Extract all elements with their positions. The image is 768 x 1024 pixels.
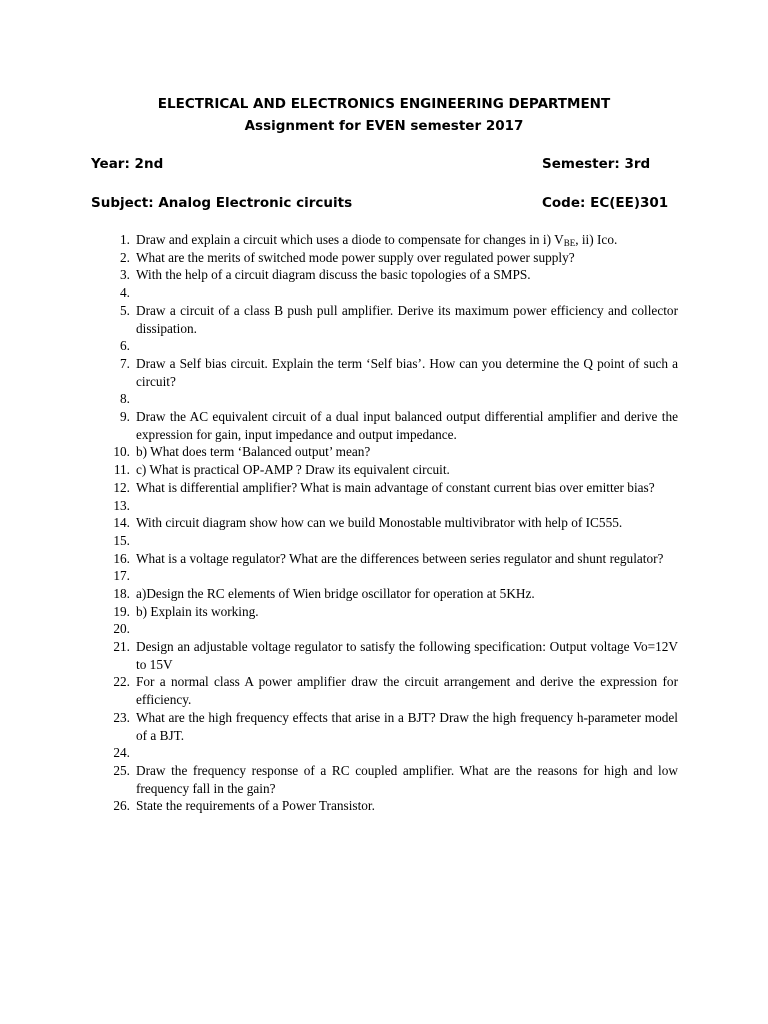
question-item (108, 762, 678, 797)
department-title: ELECTRICAL AND ELECTRONICS ENGINEERING DEPARTMENT (157, 96, 611, 112)
question-number: 19. (113, 603, 130, 619)
question-number: 20. (113, 621, 130, 637)
question-text: Draw a Self bias circuit. Explain the term ‘Self bias’. How can you determine the Q point of such a circuit? (136, 355, 678, 389)
question-subscript: BE (563, 238, 576, 248)
question-text (136, 231, 678, 249)
question-item (108, 567, 678, 585)
question-text-part: Draw and explain a circuit which uses a diode to compensate for changes in i) V (136, 232, 564, 247)
question-number: 6. (120, 338, 130, 354)
question-text: Design an adjustable voltage regulator to satisfy the following specification: Output voltage Vo=12V to 15V (136, 639, 678, 672)
question-text: Draw a circuit of a class B push pull amplifier. Derive its maximum power efficiency and collector dissipation. (136, 302, 678, 336)
question-item (108, 337, 678, 355)
question-item (108, 408, 678, 443)
question-number: 26. (113, 798, 130, 814)
assignment-title: Assignment for EVEN semester 2017 (244, 118, 524, 134)
question-item (108, 585, 678, 603)
question-item (108, 638, 678, 673)
question-text: What are the high frequency effects that arise in a BJT? Draw the high frequency h-parameter model of a BJT. (136, 709, 678, 743)
question-text (136, 744, 678, 762)
code-label: Code: EC(EE)301 (542, 195, 669, 211)
question-number: 23. (113, 709, 130, 725)
question-item (108, 673, 678, 708)
question-number: 7. (120, 355, 130, 371)
question-number: 21. (113, 639, 130, 655)
question-text: What is a voltage regulator? What are the differences between series regulator and shunt regulator? (136, 550, 664, 566)
year-label: Year: 2nd (91, 156, 164, 172)
semester-label: Semester: 3rd (542, 156, 651, 172)
question-text: For a normal class A power amplifier draw the circuit arrangement and derive the expression for efficiency. (136, 674, 678, 708)
question-text (136, 284, 678, 302)
question-number: 1. (120, 232, 130, 247)
question-number: 4. (120, 285, 130, 301)
question-text: What is differential amplifier? What is main advantage of constant current bias over emitter bias? (136, 479, 655, 495)
question-text: b) Explain its working. (136, 603, 259, 619)
question-number: 15. (113, 532, 130, 548)
question-number: 3. (120, 267, 130, 283)
question-item (108, 620, 678, 638)
question-item (108, 497, 678, 515)
question-number: 12. (113, 479, 130, 495)
question-item (108, 603, 678, 621)
question-number: 9. (120, 408, 130, 424)
question-item (108, 479, 678, 497)
question-text: State the requirements of a Power Transistor. (136, 798, 375, 814)
question-text: Draw the AC equivalent circuit of a dual input balanced output differential amplifier and derive the expression for gain, input impedance and output impedance. (136, 408, 678, 442)
question-text: c) What is practical OP-AMP ? Draw its equivalent circuit. (136, 462, 450, 478)
question-item (108, 249, 678, 267)
question-item (108, 709, 678, 744)
subject-label: Subject: Analog Electronic circuits (91, 195, 353, 211)
question-text: With the help of a circuit diagram discuss the basic topologies of a SMPS. (136, 267, 531, 283)
question-item (108, 532, 678, 550)
question-number: 22. (113, 674, 130, 690)
question-item (108, 461, 678, 479)
question-text: b) What does term ‘Balanced output’ mean? (136, 444, 371, 460)
question-text (136, 620, 678, 638)
question-number: 16. (113, 550, 130, 566)
question-item (108, 514, 678, 532)
question-number: 8. (120, 391, 130, 407)
question-number: 2. (120, 249, 130, 265)
question-text: With circuit diagram show how can we build Monostable multivibrator with help of IC555. (136, 515, 623, 531)
question-text-part: , ii) Ico. (575, 232, 618, 247)
question-number: 13. (113, 497, 130, 513)
question-text (136, 532, 678, 550)
question-list (108, 231, 678, 815)
question-item (108, 284, 678, 302)
question-item (108, 266, 678, 284)
question-text (136, 567, 678, 585)
question-number: 10. (113, 444, 130, 460)
question-item (108, 550, 678, 568)
question-number: 5. (120, 302, 130, 318)
question-text: Draw the frequency response of a RC coupled amplifier. What are the reasons for high and low frequency fall in the gain? (136, 762, 678, 796)
question-text (136, 497, 678, 515)
question-item (108, 797, 678, 815)
question-text (136, 390, 678, 408)
question-text: What are the merits of switched mode power supply over regulated power supply? (136, 249, 575, 265)
question-text: a)Design the RC elements of Wien bridge oscillator for operation at 5KHz. (136, 585, 535, 601)
question-item (108, 302, 678, 337)
question-item (108, 355, 678, 390)
question-item (108, 231, 678, 249)
question-text (136, 337, 678, 355)
question-number: 17. (113, 568, 130, 584)
question-number: 25. (113, 762, 130, 778)
question-number: 11. (113, 462, 130, 478)
question-item (108, 744, 678, 762)
question-item (108, 443, 678, 461)
question-item (108, 390, 678, 408)
question-number: 18. (113, 585, 130, 601)
question-number: 14. (113, 515, 130, 531)
question-number: 24. (113, 745, 130, 761)
